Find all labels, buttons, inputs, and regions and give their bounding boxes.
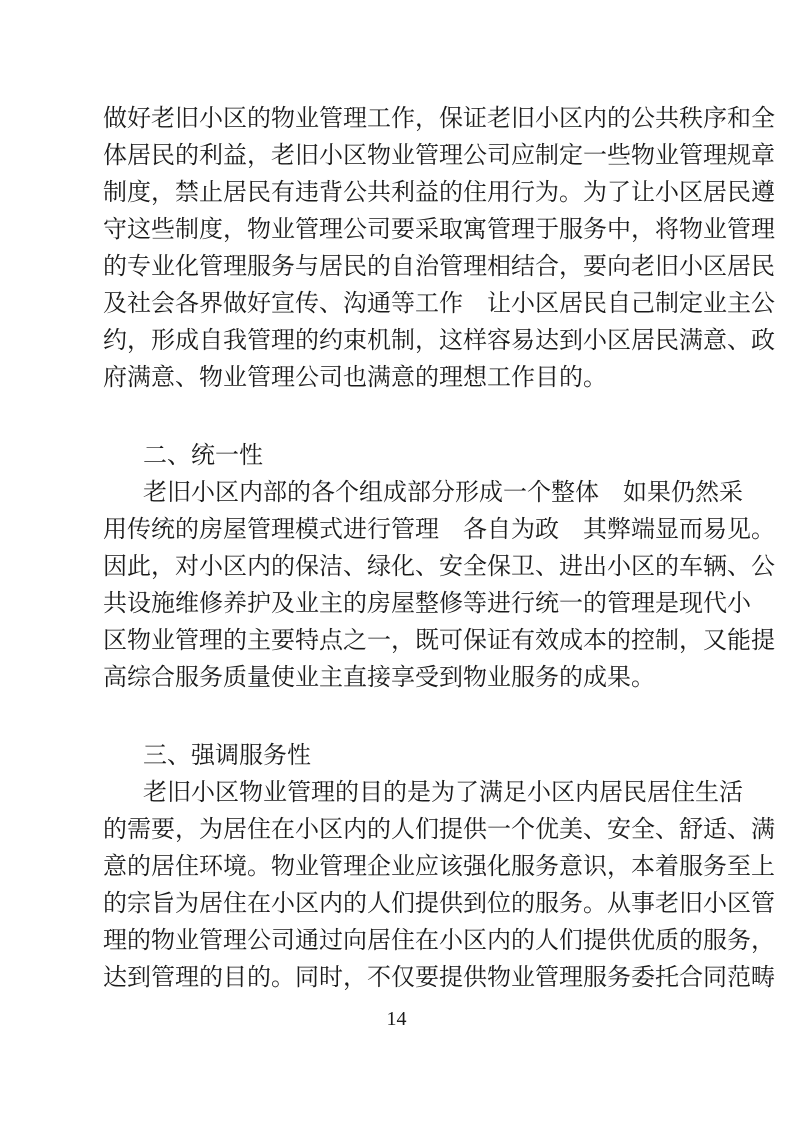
text-line: 老旧小区物业管理的目的是为了满足小区内居民居住生活 [143, 778, 743, 806]
text-line: 意的居住环境。物业管理企业应该强化服务意识，本着服务至上 [103, 852, 775, 880]
text-line: 老旧小区内部的各个组成部分形成一个整体 如果仍然采 [143, 478, 743, 506]
text-line: 高综合服务质量使业主直接享受到物业服务的成果。 [103, 663, 655, 691]
text-line: 区物业管理的主要特点之一，既可保证有效成本的控制，又能提 [103, 626, 775, 654]
section-heading: 二、统一性 [143, 441, 263, 469]
text-line: 及社会各界做好宣传、沟通等工作 让小区居民自己制定业主公 [103, 289, 775, 317]
text-line: 理的物业管理公司通过向居住在小区内的人们提供优质的服务， [103, 926, 775, 954]
text-line: 做好老旧小区的物业管理工作，保证老旧小区内的公共秩序和全 [103, 104, 775, 132]
text-line: 的专业化管理服务与居民的自治管理相结合，要向老旧小区居民 [103, 252, 775, 280]
text-line: 约，形成自我管理的约束机制，这样容易达到小区居民满意、政 [103, 326, 775, 354]
text-line: 府满意、物业管理公司也满意的理想工作目的。 [103, 363, 607, 391]
text-line: 体居民的利益，老旧小区物业管理公司应制定一些物业管理规章 [103, 141, 775, 169]
text-line: 制度，禁止居民有违背公共利益的住用行为。为了让小区居民遵 [103, 178, 775, 206]
text-line: 的宗旨为居住在小区内的人们提供到位的服务。从事老旧小区管 [103, 889, 775, 917]
text-line: 共设施维修养护及业主的房屋整修等进行统一的管理是现代小 [103, 589, 751, 617]
text-line: 达到管理的目的。同时，不仅要提供物业管理服务委托合同范畴 [103, 963, 775, 991]
text-line: 用传统的房屋管理模式进行管理 各自为政 其弊端显而易见。 [103, 515, 775, 543]
text-line: 因此，对小区内的保洁、绿化、安全保卫、进出小区的车辆、公 [103, 552, 775, 580]
text-line: 守这些制度，物业管理公司要采取寓管理于服务中，将物业管理 [103, 215, 775, 243]
text-line: 的需要，为居住在小区内的人们提供一个优美、安全、舒适、满 [103, 815, 775, 843]
page-number: 14 [386, 1008, 407, 1030]
section-heading: 三、强调服务性 [143, 741, 311, 769]
